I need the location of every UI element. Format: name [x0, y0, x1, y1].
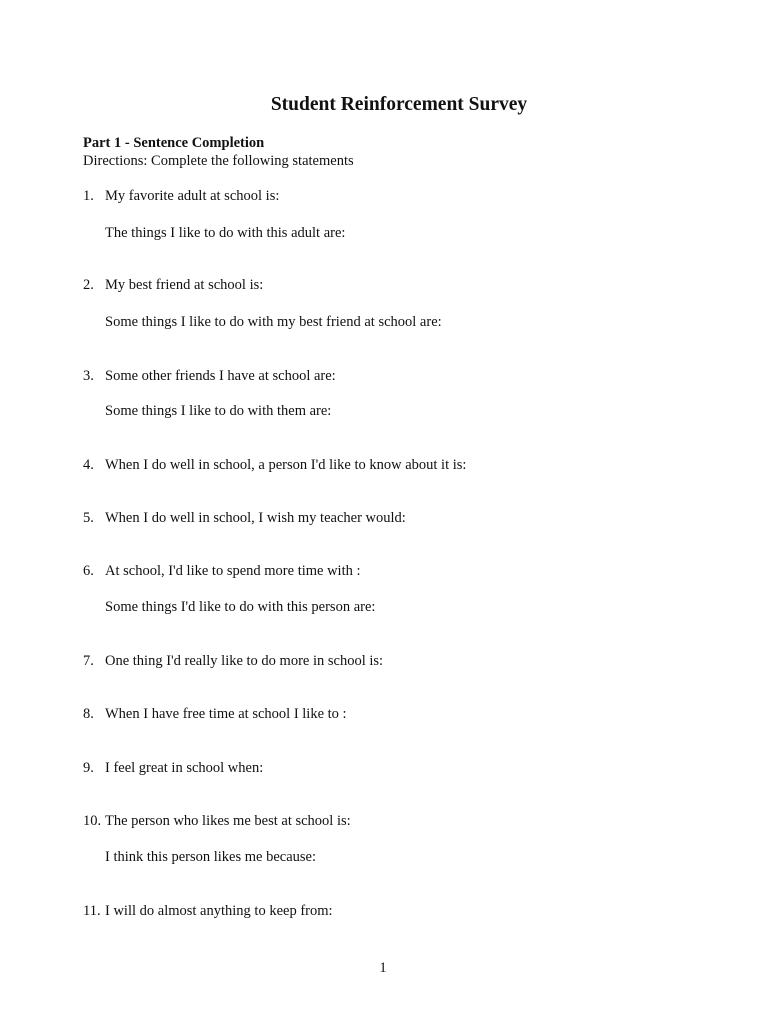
part-heading: Part 1 - Sentence Completion — [83, 135, 265, 151]
question-text: I feel great in school when: — [105, 760, 264, 776]
question-10 — [83, 812, 351, 831]
question-1-followup: The things I like to do with this adult are: — [105, 225, 346, 241]
question-number: 11. — [83, 903, 101, 919]
question-number: 6. — [83, 563, 94, 579]
question-number: 2. — [83, 277, 94, 293]
question-number: 8. — [83, 706, 94, 722]
page-number: 1 — [379, 960, 387, 976]
question-9 — [83, 759, 263, 778]
question-number: 7. — [83, 653, 94, 669]
question-10-followup: I think this person likes me because: — [105, 849, 317, 865]
question-text: The person who likes me best at school is: — [105, 813, 351, 829]
question-number: 9. — [83, 760, 94, 776]
question-number: 4. — [83, 457, 94, 473]
question-6-followup: Some things I'd like to do with this person are: — [105, 599, 376, 615]
question-6 — [83, 562, 361, 581]
question-text: When I do well in school, I wish my teacher would: — [105, 510, 406, 526]
question-text: When I do well in school, a person I'd like to know about it is: — [105, 457, 467, 473]
question-text: When I have free time at school I like to : — [105, 706, 347, 722]
question-8 — [83, 705, 347, 724]
directions-text: Directions: Complete the following statements — [83, 153, 354, 169]
question-number: 5. — [83, 510, 94, 526]
page-title: Student Reinforcement Survey — [270, 94, 528, 115]
question-text: My favorite adult at school is: — [105, 188, 280, 204]
question-number: 1. — [83, 188, 94, 204]
question-5 — [83, 509, 406, 528]
question-text: At school, I'd like to spend more time with : — [105, 563, 361, 579]
question-2-followup: Some things I like to do with my best friend at school are: — [105, 314, 442, 330]
question-2 — [83, 276, 263, 295]
question-number: 3. — [83, 368, 94, 384]
question-4 — [83, 456, 466, 475]
question-text: Some other friends I have at school are: — [105, 368, 336, 384]
question-number: 10. — [83, 813, 102, 829]
question-text: One thing I'd really like to do more in school is: — [105, 653, 384, 669]
question-7 — [83, 652, 383, 671]
question-text: I will do almost anything to keep from: — [105, 903, 333, 919]
question-3-followup: Some things I like to do with them are: — [105, 403, 332, 419]
question-1 — [83, 187, 279, 206]
question-11 — [83, 902, 333, 921]
question-3 — [83, 367, 336, 386]
question-text: My best friend at school is: — [105, 277, 264, 293]
